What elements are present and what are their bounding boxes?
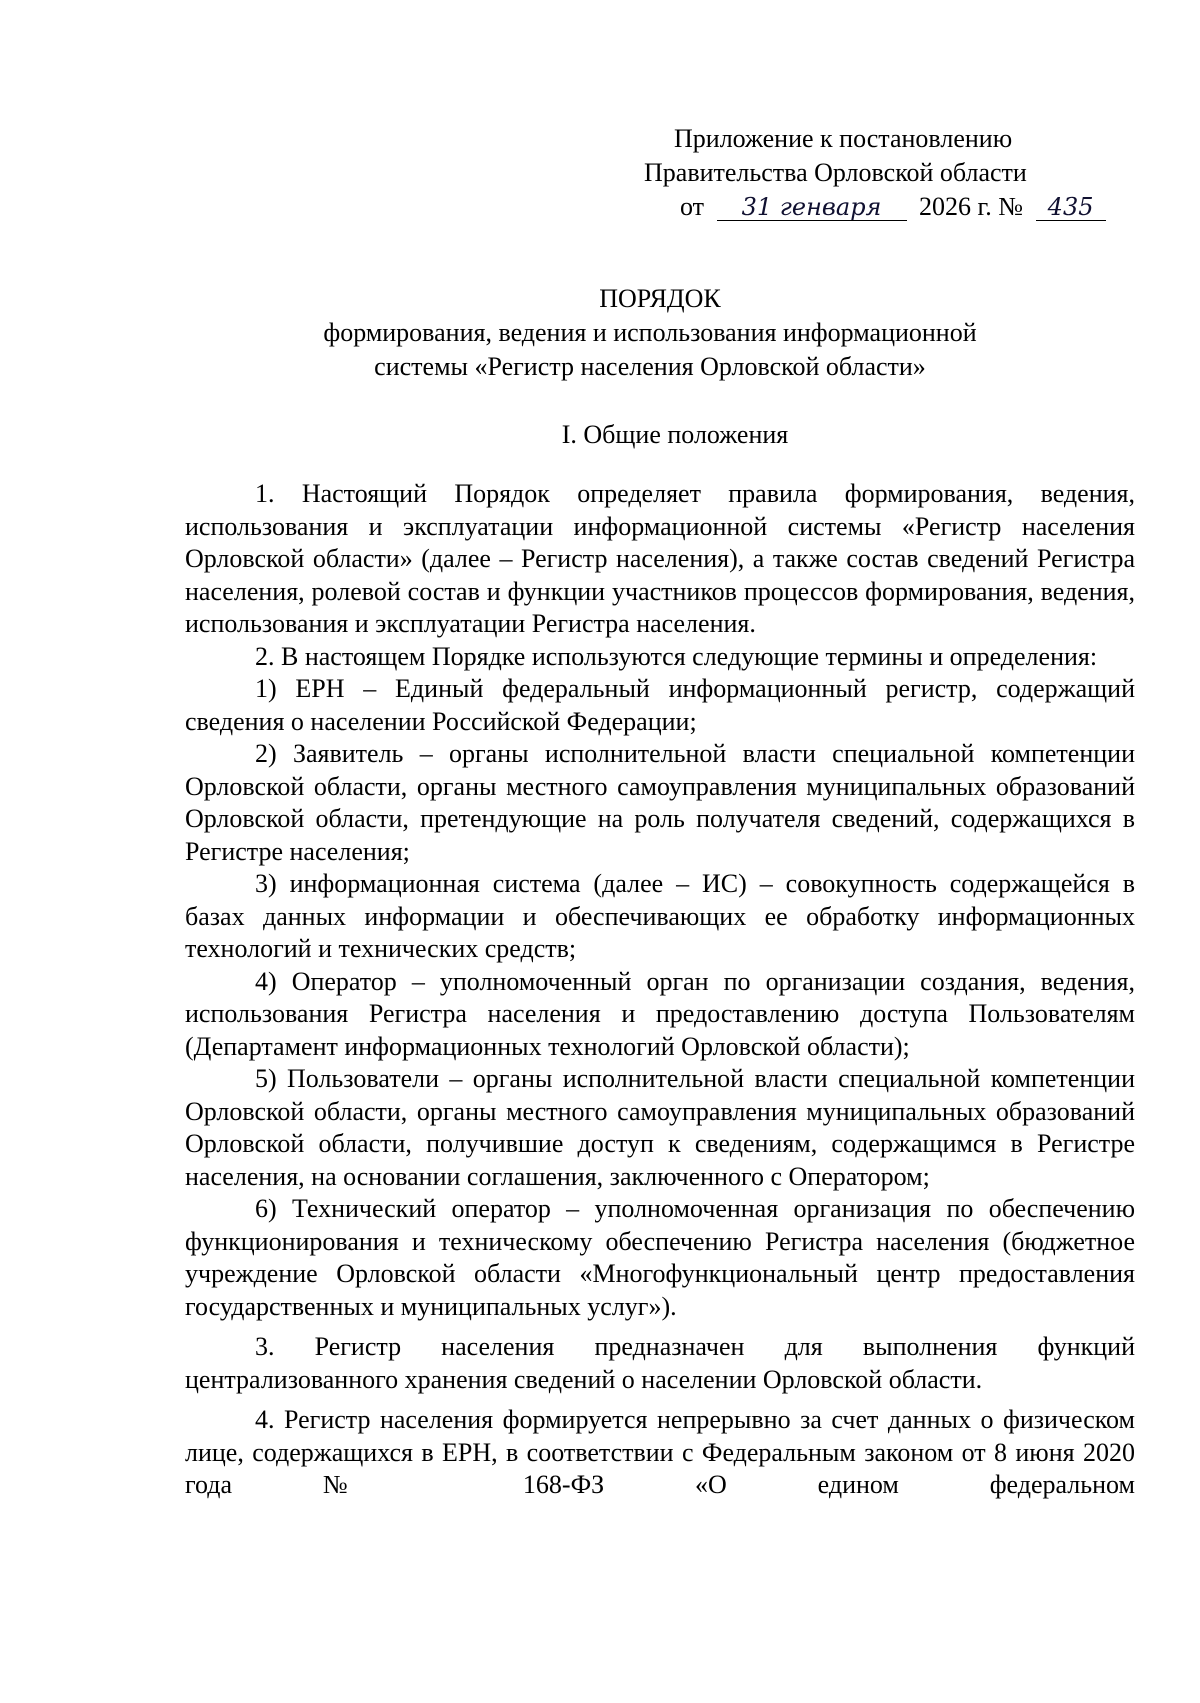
paragraph: 3. Регистр населения предназначен для выполнения функций централизованного хранения сведений о населении Орловской области. bbox=[185, 1332, 1135, 1394]
paragraph: 6) Технический оператор – уполномоченная организация по обеспечению функционирования и техническому обеспечению Регистра населения (бюджетное учреждение Орловской области «Многофункциональный центр предоставления государственных и муниципальных услуг»). bbox=[185, 1194, 1135, 1321]
paragraph: 1) ЕРН – Единый федеральный информационный регистр, содержащий сведения о населении Российской Федерации; bbox=[185, 674, 1135, 736]
paragraph: 4) Оператор – уполномоченный орган по организации создания, ведения, использования Регистра населения и предоставлению доступа Пользователям (Департамент информационных технологий Орловской области); bbox=[185, 966, 1135, 1061]
paragraph: 4. Регистр населения формируется непрерывно за счет данных о физическом лице, содержащихся в ЕРН, в соответствии с Федеральным законом от 8 июня 2020 года № 168-ФЗ «О едином федеральном bbox=[185, 1405, 1135, 1499]
appendix-line-1: Приложение к постановлению bbox=[674, 124, 1013, 153]
paragraph: 2. В настоящем Порядке используются следующие термины и определения: bbox=[255, 641, 1098, 671]
paragraph: 3) информационная система (далее – ИС) – совокупность содержащейся в базах данных информации и обеспечивающих ее обработку информационных технологий и технических средств; bbox=[185, 869, 1135, 963]
document-title bbox=[160, 282, 1140, 384]
section-heading: I. Общие положения bbox=[561, 420, 789, 449]
body-text bbox=[185, 478, 1135, 1502]
appendix-line-2: Правительства Орловской области bbox=[644, 158, 1027, 187]
appendix-date-line bbox=[640, 190, 1120, 224]
paragraph: 5) Пользователи – органы исполнительной власти специальной компетенции Орловской области, органы местного самоуправления муниципальных образований Орловской области, получившие доступ к сведениям, содержащимся в Регистре населения, на основании соглашения, заключенного с Оператором; bbox=[185, 1064, 1135, 1191]
title-heading: ПОРЯДОК bbox=[599, 284, 721, 313]
paragraph: 2) Заявитель – органы исполнительной власти специальной компетенции Орловской области, органы местного самоуправления муниципальных образований Орловской области, претендующие на роль получателя сведений, содержащихся в Регистре населения; bbox=[185, 739, 1135, 866]
appendix-year-number-label: 2026 г. № bbox=[919, 192, 1024, 221]
title-subtitle-1: формирования, ведения и использования информационной bbox=[323, 318, 977, 347]
handwritten-number: 435 bbox=[1036, 194, 1106, 221]
appendix-header bbox=[640, 122, 1120, 224]
paragraph: 1. Настоящий Порядок определяет правила формирования, ведения, использования и эксплуатации информационной системы «Регистр населения Орловской области» (далее – Регистр населения), а также состав сведений Регистра населения, ролевой состав и функции участников процессов формирования, ведения, использования и эксплуатации Регистра населения. bbox=[185, 479, 1135, 638]
handwritten-date: 31 генваря bbox=[717, 194, 907, 221]
title-subtitle-2: системы «Регистр населения Орловской области» bbox=[374, 352, 926, 381]
appendix-prefix: от bbox=[680, 192, 705, 221]
